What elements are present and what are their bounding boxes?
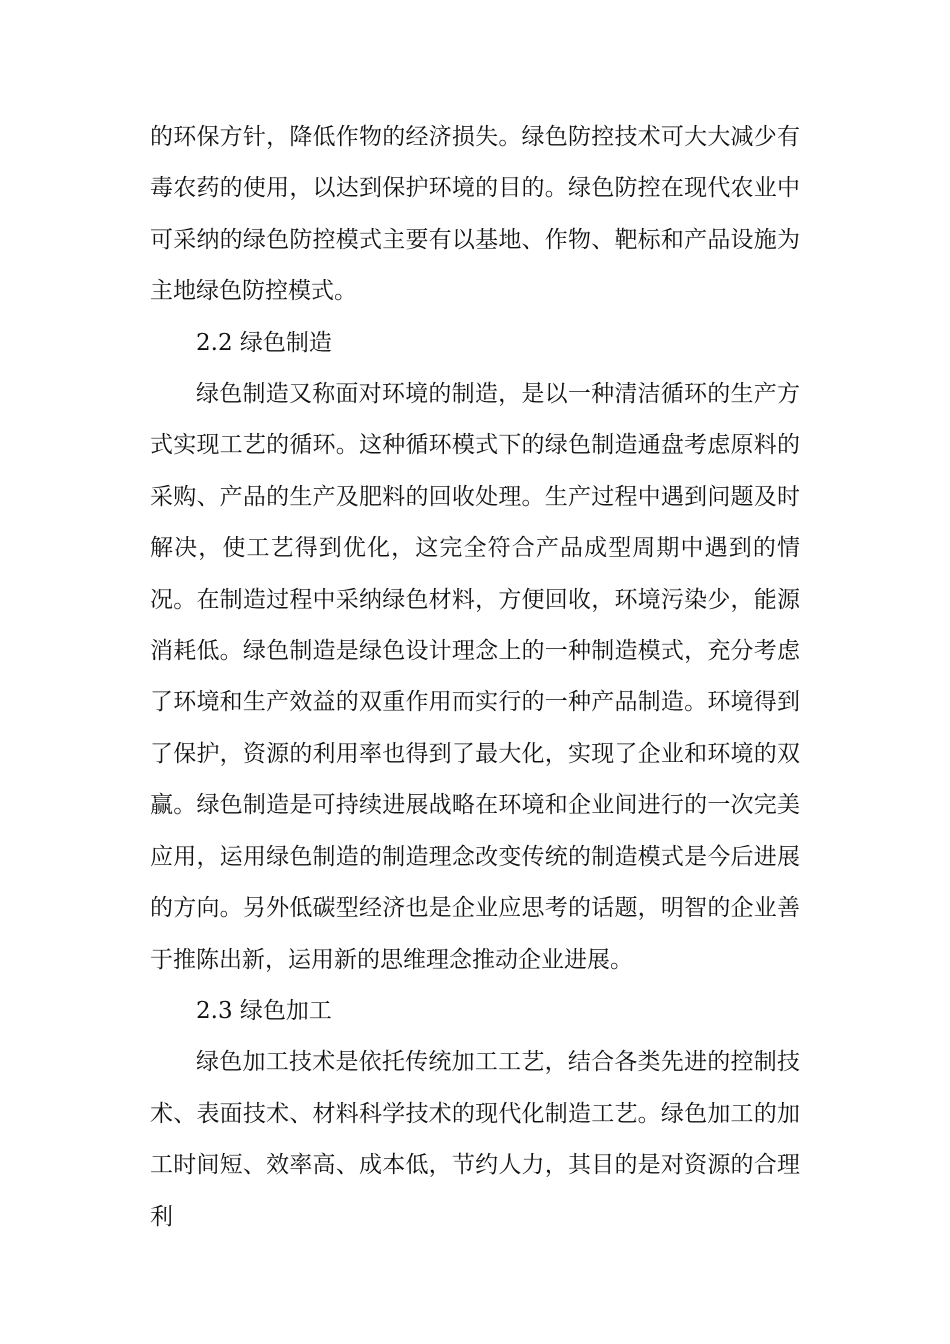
section-heading-2-2: 2.2 绿色制造 [196, 329, 332, 356]
body-paragraph-green-processing: 绿色加工技术是依托传统加工工艺，结合各类先进的控制技术、表面技术、材料科学技术的现代化制造工艺。绿色加工的加工时间短、效率高、成本低，节约人力，其目的是对资源的合理利 [150, 1049, 800, 1230]
section-heading-2-3: 2.3 绿色加工 [196, 997, 332, 1024]
body-paragraph-green-manufacturing: 绿色制造又称面对环境的制造，是以一种清洁循环的生产方式实现工艺的循环。这种循环模式下的绿色制造通盘考虑原料的采购、产品的生产及肥料的回收处理。生产过程中遇到问题及时解决，使工艺得到优化，这完全符合产品成型周期中遇到的情况。在制造过程中采纳绿色材料，方便回收，环境污染少，能源消耗低。绿色制造是绿色设计理念上的一种制造模式，充分考虑了环境和生产效益的双重作用而实行的一种产品制造。环境得到了保护，资源的利用率也得到了最大化，实现了企业和环境的双赢。绿色制造是可持续进展战略在环境和企业间进行的一次完美应用，运用绿色制造的制造理念改变传统的制造模式是今后进展的方向。另外低碳型经济也是企业应思考的话题，明智的企业善于推陈出新，运用新的思维理念推动企业进展。 [150, 381, 800, 973]
document-body [150, 112, 800, 1243]
body-paragraph-continuation: 的环保方针，降低作物的经济损失。绿色防控技术可大大减少有毒农药的使用，以达到保护环境的目的。绿色防控在现代农业中可采纳的绿色防控模式主要有以基地、作物、靶标和产品设施为主地绿色防控模式。 [150, 124, 800, 305]
